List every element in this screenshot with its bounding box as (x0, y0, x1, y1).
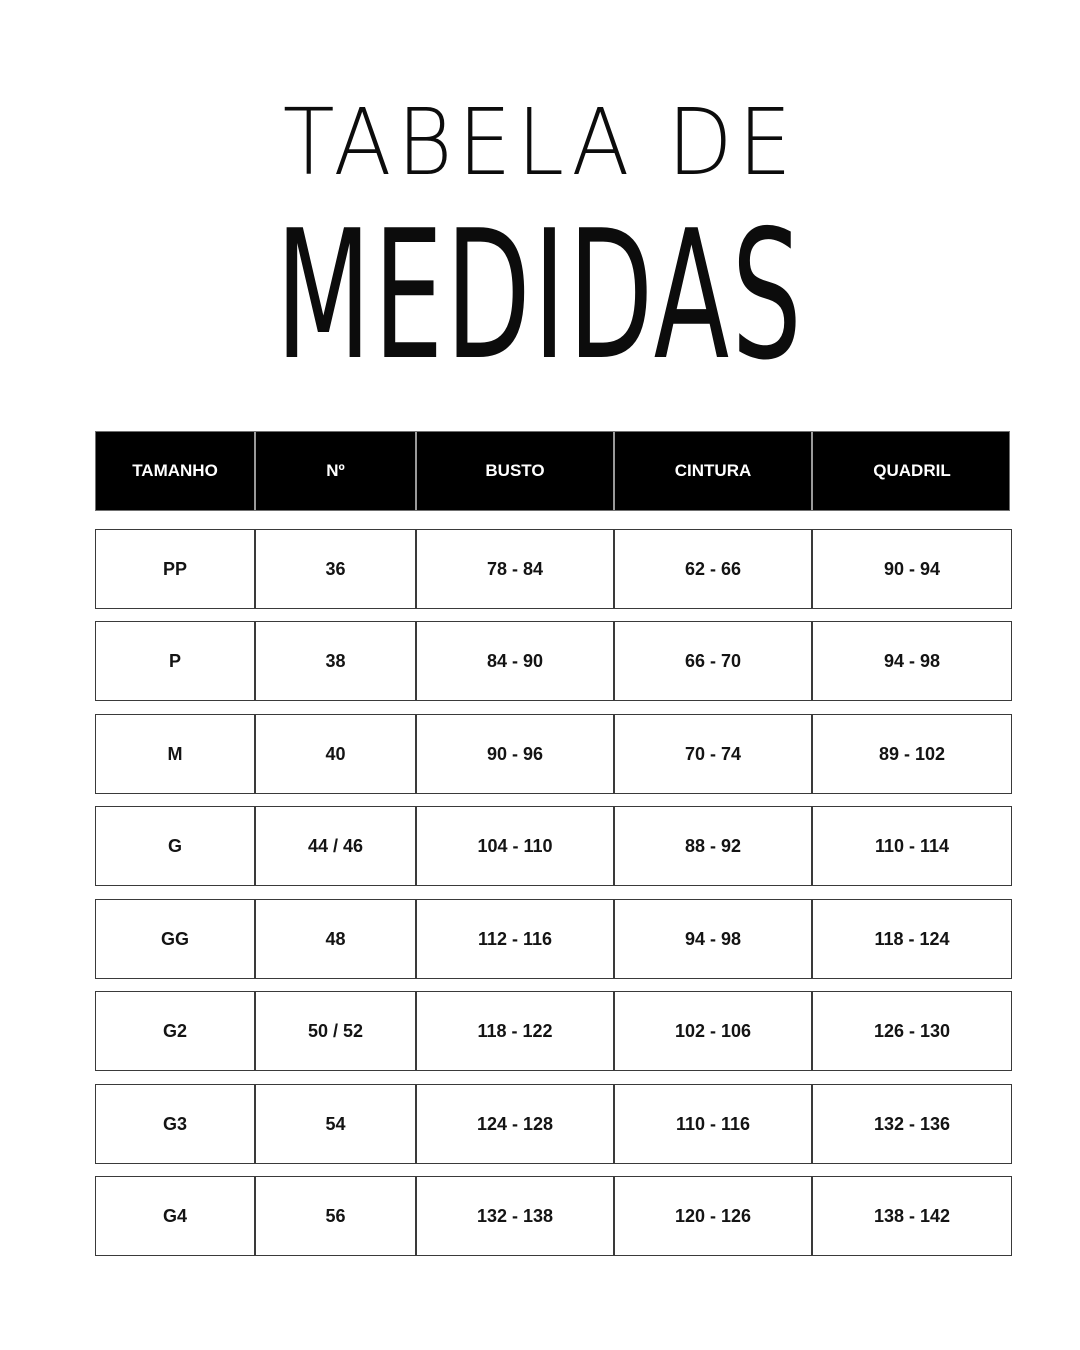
cell-cintura: 94 - 98 (615, 900, 813, 978)
cell-tamanho: GG (96, 900, 256, 978)
cell-quadril: 94 - 98 (883, 650, 941, 671)
table-row (95, 991, 1012, 1071)
cell-busto: 124 - 128 (417, 1085, 615, 1163)
table-row (95, 1176, 1012, 1256)
cell-cintura: 62 - 66 (615, 530, 813, 608)
table-row (95, 621, 1012, 701)
page-title-line2: MEDIDAS (275, 192, 805, 399)
header-cell-quadril: QUADRIL (873, 461, 951, 480)
cell-cintura: 110 - 116 (615, 1085, 813, 1163)
table-row (95, 806, 1012, 886)
page-title-line1: TABELA DE (282, 89, 798, 196)
header-cell-busto: BUSTO (417, 432, 615, 510)
cell-numero: 40 (256, 715, 417, 793)
cell-numero: 36 (256, 530, 417, 608)
cell-numero: 50 / 52 (256, 992, 417, 1070)
cell-cintura: 70 - 74 (615, 715, 813, 793)
cell-numero: 44 / 46 (256, 807, 417, 885)
cell-numero: 54 (256, 1085, 417, 1163)
cell-tamanho: G3 (96, 1085, 256, 1163)
table-row (95, 899, 1012, 979)
cell-numero: 56 (256, 1177, 417, 1255)
cell-cintura: 120 - 126 (615, 1177, 813, 1255)
cell-cintura: 102 - 106 (615, 992, 813, 1070)
size-table (95, 431, 1010, 1226)
cell-busto: 90 - 96 (417, 715, 615, 793)
cell-busto: 84 - 90 (417, 622, 615, 700)
table-header-row (95, 431, 1010, 511)
cell-cintura: 66 - 70 (615, 622, 813, 700)
header-cell-numero: Nº (256, 432, 417, 510)
cell-busto: 112 - 116 (417, 900, 615, 978)
header-cell-cintura: CINTURA (615, 432, 813, 510)
cell-quadril: 89 - 102 (878, 743, 946, 764)
cell-numero: 48 (256, 900, 417, 978)
cell-quadril: 90 - 94 (883, 558, 941, 579)
cell-busto: 132 - 138 (417, 1177, 615, 1255)
table-row (95, 1084, 1012, 1164)
cell-quadril: 110 - 114 (874, 835, 950, 856)
cell-tamanho: G4 (96, 1177, 256, 1255)
cell-busto: 78 - 84 (417, 530, 615, 608)
cell-tamanho: P (96, 622, 256, 700)
cell-tamanho: PP (96, 530, 256, 608)
cell-tamanho: G (96, 807, 256, 885)
table-row (95, 714, 1012, 794)
cell-tamanho: M (96, 715, 256, 793)
cell-cintura: 88 - 92 (615, 807, 813, 885)
cell-busto: 104 - 110 (417, 807, 615, 885)
header-cell-tamanho: TAMANHO (96, 432, 256, 510)
table-row (95, 529, 1012, 609)
cell-quadril: 126 - 130 (873, 1020, 951, 1041)
cell-busto: 118 - 122 (417, 992, 615, 1070)
cell-quadril: 118 - 124 (874, 928, 950, 949)
cell-tamanho: G2 (96, 992, 256, 1070)
cell-quadril: 138 - 142 (873, 1205, 951, 1226)
cell-numero: 38 (256, 622, 417, 700)
cell-quadril: 132 - 136 (873, 1113, 951, 1134)
